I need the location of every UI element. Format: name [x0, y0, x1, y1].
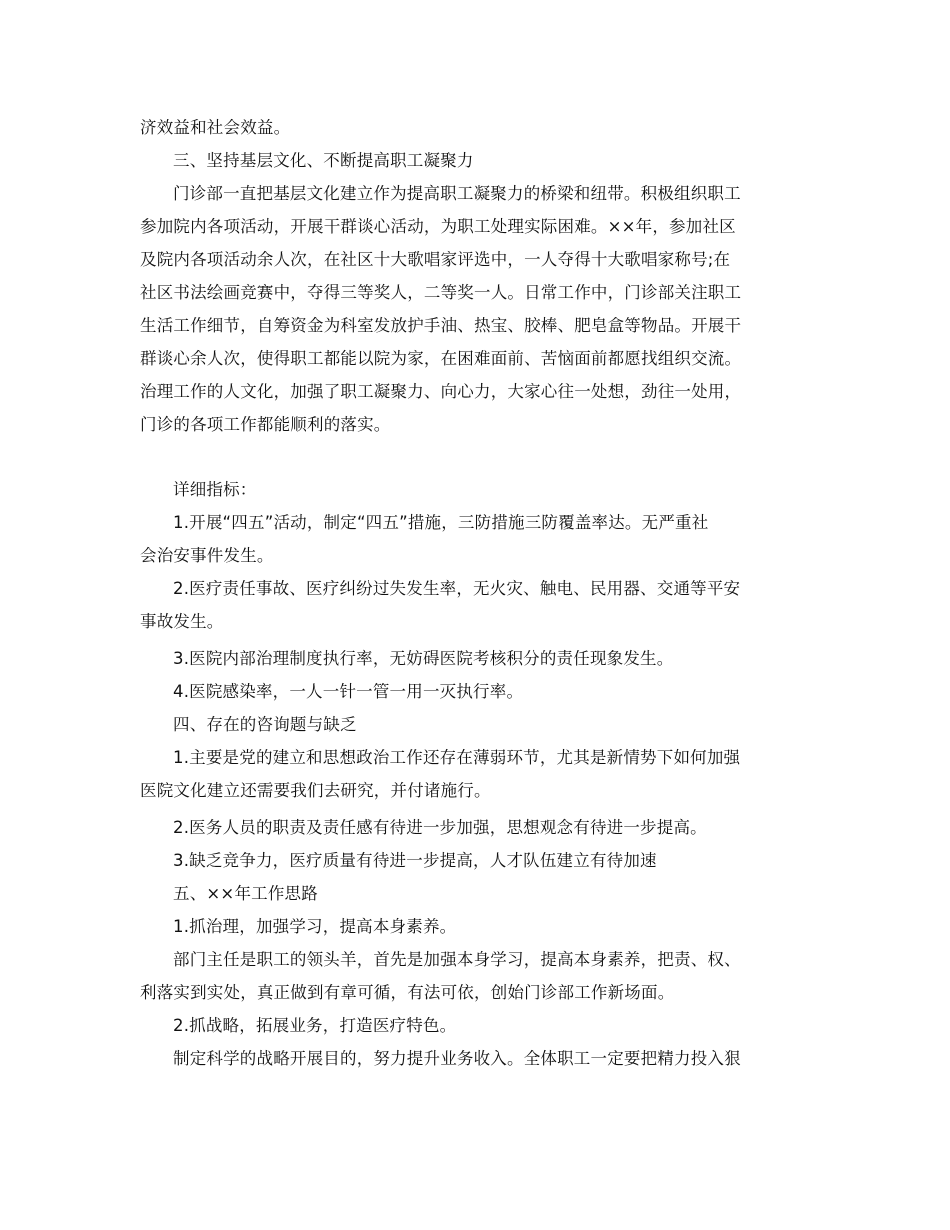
text-line: 门诊部一直把基层文化建立作为提高职工凝聚力的桥梁和纽带。积极组织职工 — [173, 184, 741, 203]
text-line: 生活工作细节，自筹资金为科室发放护手油、热宝、胶棒、肥皂盒等物品。开展干 — [140, 316, 742, 335]
section-heading: 三、坚持基层文化、不断提高职工凝聚力 — [173, 151, 474, 170]
list-item: 4.医院感染率，一人一针一管一用一灭执行率。 — [173, 682, 524, 701]
list-item: 1.开展“四五”活动，制定“四五”措施，三防措施三防覆盖率达。无严重社 — [173, 513, 709, 532]
subheading: 详细指标： — [173, 480, 257, 499]
text-line: 部门主任是职工的领头羊，首先是加强本身学习，提高本身素养，把责、权、 — [173, 950, 741, 969]
text-line: 群谈心余人次，使得职工都能以院为家，在困难面前、苦恼面前都愿找组织交流。 — [140, 349, 742, 368]
text-line: 制定科学的战略开展目的，努力提升业务收入。全体职工一定要把精力投入狠 — [173, 1049, 741, 1068]
section-heading: 四、存在的咨询题与缺乏 — [173, 715, 357, 734]
text-line: 事故发生。 — [140, 612, 224, 631]
list-item: 3.医院内部治理制度执行率，无妨碍医院考核积分的责任现象发生。 — [173, 649, 674, 668]
list-item: 2.抓战略，拓展业务，打造医疗特色。 — [173, 1016, 457, 1035]
section-heading: 五、××年工作思路 — [173, 884, 318, 903]
list-item: 1.抓治理，加强学习，提高本身素养。 — [173, 917, 457, 936]
text-line: 会治安事件发生。 — [140, 546, 274, 565]
text-line: 门诊的各项工作都能顺利的落实。 — [140, 415, 391, 434]
text-line: 及院内各项活动余人次，在社区十大歌唱家评选中，一人夺得十大歌唱家称号;在 — [140, 250, 731, 269]
list-item: 1.主要是党的建立和思想政治工作还存在薄弱环节，尤其是新情势下如何加强 — [173, 748, 741, 767]
text-line: 社区书法绘画竞赛中，夺得三等奖人，二等奖一人。日常工作中，门诊部关注职工 — [140, 283, 742, 302]
list-item: 2.医疗责任事故、医疗纠纷过失发生率，无火灾、触电、民用器、交通等平安 — [173, 579, 741, 598]
text-line: 参加院内各项活动，开展干群谈心活动，为职工处理实际困难。××年，参加社区 — [140, 217, 736, 236]
text-line: 济效益和社会效益。 — [140, 118, 291, 137]
list-item: 3.缺乏竞争力，医疗质量有待进一步提高，人才队伍建立有待加速 — [173, 851, 657, 870]
text-line: 医院文化建立还需要我们去研究，并付诸施行。 — [140, 781, 491, 800]
text-line: 利落实到实处，真正做到有章可循，有法可依，创始门诊部工作新场面。 — [140, 983, 675, 1002]
text-line: 治理工作的人文化，加强了职工凝聚力、向心力，大家心往一处想，劲往一处用， — [140, 382, 742, 401]
list-item: 2.医务人员的职责及责任感有待进一步加强，思想观念有待进一步提高。 — [173, 818, 707, 837]
